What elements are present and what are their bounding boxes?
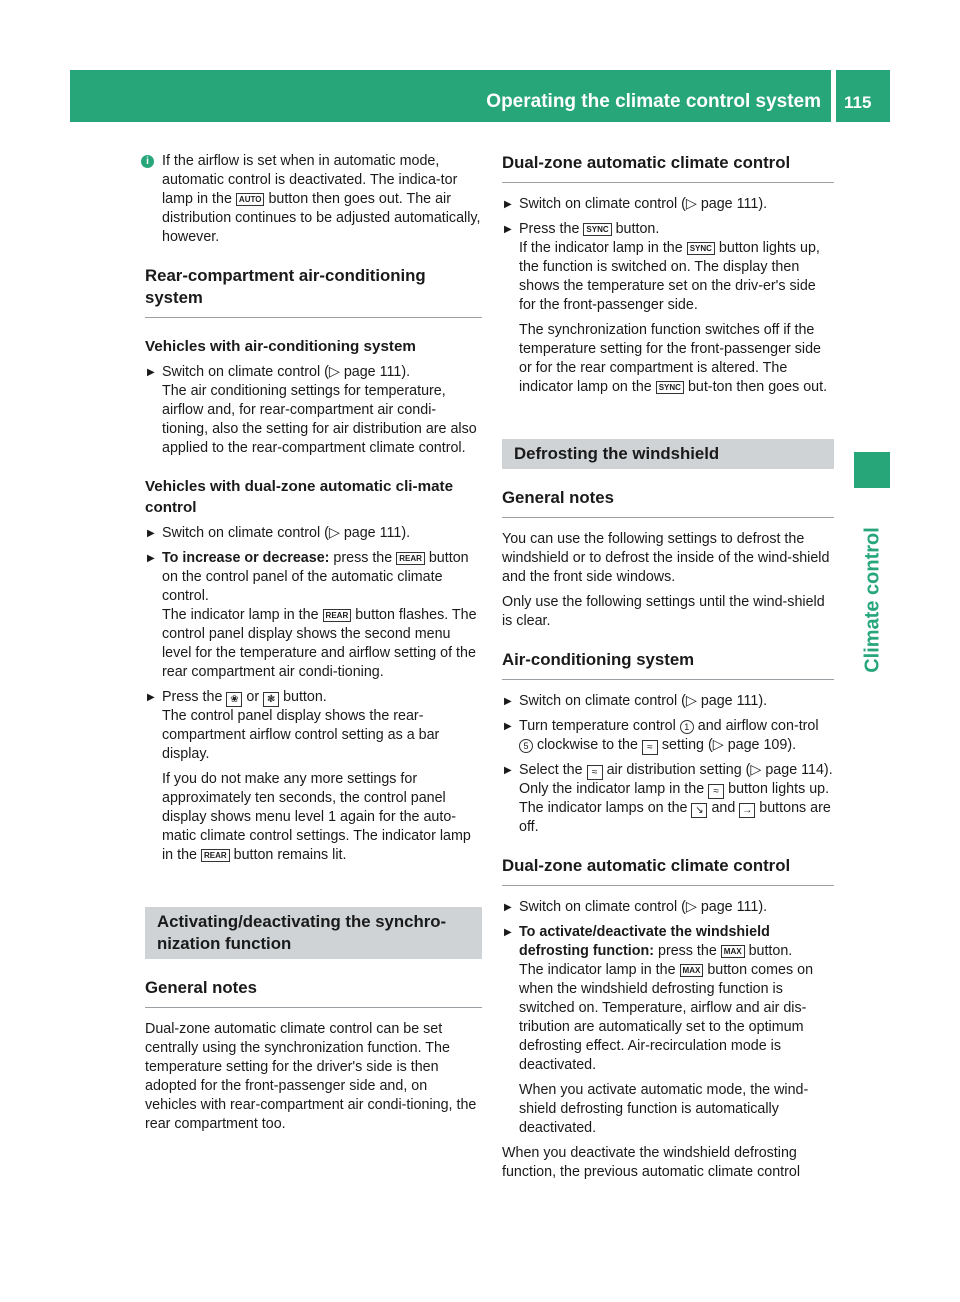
step-note: When you activate automatic mode, the wind-shield defrosting function is automatically deactivated. [519, 1082, 809, 1136]
section-band: Activating/deactivating the synchro-nization function [145, 907, 482, 959]
arrow-right-icon: ▶ [147, 553, 155, 564]
arrow-right-icon: ▶ [504, 696, 512, 707]
rear-button-icon: REAR [396, 552, 425, 565]
arrow-right-icon: ▶ [504, 902, 512, 913]
subsection-title: Vehicles with dual-zone automatic cli-mate control [145, 478, 454, 516]
paragraph: You can use the following settings to defrost the windshield or to defrost the inside of the wind-shield and the front side windows. [502, 531, 830, 585]
step-item: ▶ Press the ❀ or ❃ button. The control panel display shows the rear-compartment airflow control setting as a bar display. [147, 689, 440, 762]
header-bar [70, 70, 831, 122]
control-1-icon: 1 [680, 720, 694, 734]
info-note: i If the airflow is set when in automatic mode, automatic control is deactivated. The indica-tor lamp in the AUTO button then goes out. The air distribution continues to be adjusted automatically, however. [145, 152, 482, 247]
step-item: ▶ Press the SYNC button. If the indicator lamp in the SYNC button lights up, the function is switched on. The display then shows the temperature set on the driv-er's side for the front-passenger side. [504, 221, 820, 313]
step-item: ▶ Switch on climate control (▷ page 111). [147, 525, 411, 541]
section-title: Dual-zone automatic climate control [502, 152, 834, 183]
control-5-icon: 5 [519, 739, 533, 753]
side-tab-marker [854, 452, 890, 488]
page-number: 115 [844, 93, 872, 112]
step-note: If you do not make any more settings for approximately ten seconds, the control panel display shows menu level 1 again for the auto-matic climate control settings. The indicator lamp in the REAR button remains lit. [162, 771, 471, 863]
max-defrost-button-icon: MAX [721, 945, 745, 958]
step-item: ▶ To activate/deactivate the windshield defrosting function: press the MAX button. The indicator lamp in the MAX button comes on when the windshield defrosting function is switched on. Temperature, airflow and air dis-tribution are automatically set to the optimum defrosting effect. Air-recirculation mode is deactivated. [504, 924, 814, 1073]
step-note: The synchronization function switches off if the temperature setting for the front-passenger side or for the rear compartment is altered. The indicator lamp on the SYNC but-ton then goes out. [519, 322, 828, 395]
step-item: ▶ To increase or decrease: press the REAR button on the control panel of the automatic climate control. The indicator lamp in the REAR button flashes. The control panel display shows the second menu level for the temperature and airflow setting of the rear compartment air condi-tioning. [147, 550, 477, 680]
sync-button-icon: SYNC [583, 223, 611, 236]
subsection-title: Vehicles with air-conditioning system [145, 338, 416, 355]
arrow-right-icon: ▶ [504, 765, 512, 776]
section-title: General notes [145, 977, 482, 1008]
airflow-decrease-icon: ❃ [263, 692, 279, 707]
arrow-right-icon: ▶ [504, 224, 512, 235]
windshield-airflow-icon: ≈ [587, 765, 603, 780]
airflow-increase-icon: ❀ [226, 692, 242, 707]
step-item: ▶ Select the ≈ air distribution setting (▷ page 114). Only the indicator lamp in the ≈ button lights up. The indicator lamps on the ↘ and → buttons are off. [504, 762, 833, 835]
side-tab [845, 527, 901, 673]
step-item: ▶ Switch on climate control (▷ page 111). [504, 899, 768, 915]
arrow-right-icon: ▶ [147, 528, 155, 539]
sync-button-icon: SYNC [656, 381, 684, 394]
arrow-right-icon: ▶ [504, 927, 512, 938]
right-column [502, 152, 834, 1182]
info-icon: i [141, 155, 154, 168]
paragraph: Only use the following settings until the wind-shield is clear. [502, 594, 825, 629]
paragraph: Dual-zone automatic climate control can be set centrally using the synchronization function. The temperature setting for the driver's side is then adopted for the front-passenger side and, on vehicles with rear-compartment air condi-tioning, the rear compartment too. [145, 1021, 477, 1132]
paragraph: When you deactivate the windshield defrosting function, the previous automatic climate control [502, 1145, 801, 1180]
step-item: ▶ Switch on climate control (▷ page 111). [504, 693, 768, 709]
step-item: ▶ Switch on climate control (▷ page 111). The air conditioning settings for temperature, airflow and, for rear-compartment air condi-tioning, also the setting for air distribution are also applied to the rear-compartment climate control. [147, 364, 477, 456]
left-column [145, 152, 482, 1134]
arrow-right-icon: ▶ [147, 367, 155, 378]
max-defrost-button-icon: MAX [680, 964, 704, 977]
side-tab-label: Climate control [861, 527, 884, 673]
sync-button-icon: SYNC [687, 242, 715, 255]
header-title: Operating the climate control system [486, 91, 821, 112]
step-item: ▶ Turn temperature control 1 and airflow con-trol 5 clockwise to the ≈ setting (▷ page 109). [504, 718, 819, 753]
section-title: Air-conditioning system [502, 649, 834, 680]
rear-button-icon: REAR [323, 609, 352, 622]
defrost-setting-icon: ≈ [642, 740, 658, 755]
step-item: ▶ Switch on climate control (▷ page 111). [504, 196, 768, 212]
rear-button-icon: REAR [201, 849, 230, 862]
arrow-right-icon: ▶ [504, 199, 512, 210]
arrow-right-icon: ▶ [504, 721, 512, 732]
section-band: Defrosting the windshield [502, 439, 834, 469]
auto-button-icon: AUTO [236, 193, 265, 206]
section-title: Dual-zone automatic climate control [502, 855, 834, 886]
section-title: Rear-compartment air-conditioning system [145, 265, 482, 318]
section-title: General notes [502, 487, 834, 518]
center-airflow-icon: → [739, 803, 755, 818]
arrow-right-icon: ▶ [147, 692, 155, 703]
page-number-box [836, 70, 890, 122]
windshield-airflow-icon: ≈ [708, 784, 724, 799]
footwell-airflow-icon: ↘ [691, 803, 707, 818]
